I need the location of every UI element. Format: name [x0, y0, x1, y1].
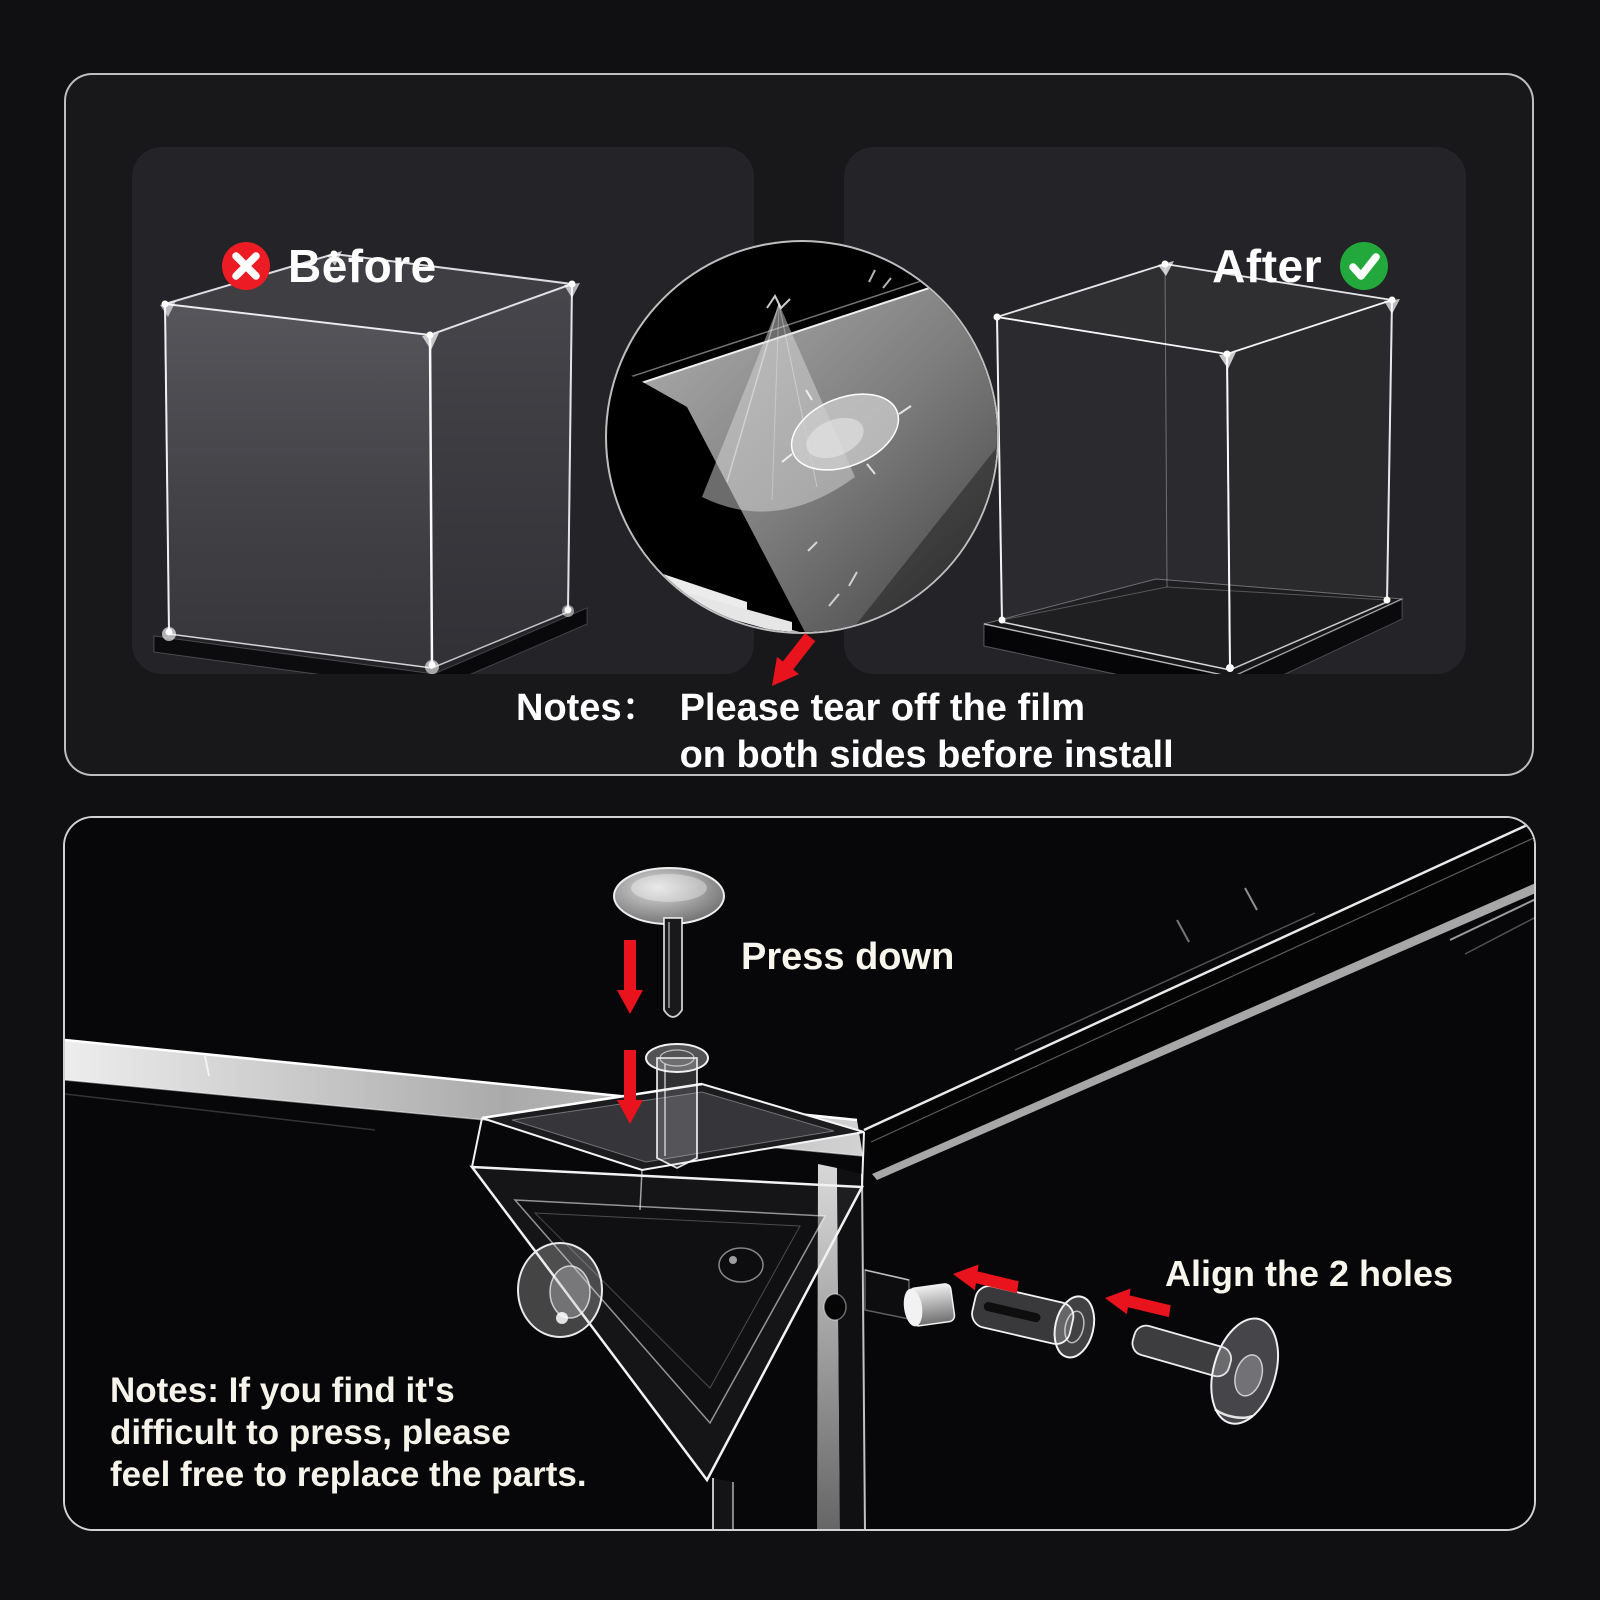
check-circle-icon: [1340, 242, 1388, 290]
x-circle-icon: [222, 242, 270, 290]
before-after-panel: [64, 73, 1534, 776]
align-holes-label: Align the 2 holes: [1165, 1253, 1454, 1294]
bottom-notes-line2: difficult to press, please: [110, 1413, 511, 1452]
red-arrow-down-left: [756, 620, 876, 710]
bottom-notes: [110, 1370, 587, 1496]
after-label: After: [1212, 240, 1322, 292]
top-notes-lines: [680, 685, 1174, 779]
assembly-panel: [63, 816, 1536, 1531]
after-header: [1212, 242, 1388, 290]
top-notes-label: Notes：: [516, 687, 660, 729]
before-label: Before: [288, 240, 437, 292]
top-notes-line1: Please tear off the film: [679, 687, 1086, 729]
press-down-label: Press down: [741, 936, 955, 978]
film-peel-inset: [605, 240, 999, 634]
film-peel-photo: [607, 242, 999, 634]
before-header: [222, 242, 437, 290]
bottom-notes-line1: Notes: If you find it's: [110, 1371, 455, 1410]
top-notes-line2: on both sides before install: [679, 734, 1174, 776]
bottom-notes-line3: feel free to replace the parts.: [110, 1455, 587, 1494]
